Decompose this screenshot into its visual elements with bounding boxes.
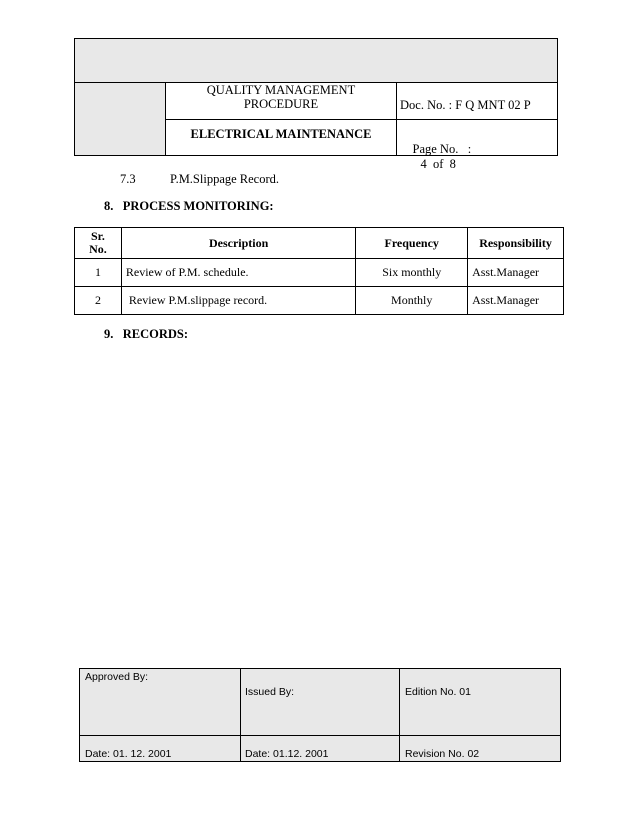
cell-description: Review of P.M. schedule.: [121, 259, 355, 287]
footer-vdivider-1: [240, 669, 241, 761]
document-title: ELECTRICAL MAINTENANCE: [190, 127, 372, 141]
section-8-heading: 8. PROCESS MONITORING:: [104, 199, 274, 213]
cell-frequency: Monthly: [356, 287, 468, 315]
approved-date: Date: 01. 12. 2001: [85, 748, 172, 760]
table-header-row: [75, 228, 564, 259]
header-block: [74, 38, 558, 171]
cell-description: Review P.M.slippage record.: [121, 287, 355, 315]
cell-responsibility: Asst.Manager: [468, 287, 564, 315]
header-divider-mid: [166, 119, 557, 120]
cell-sr-no: 1: [75, 259, 122, 287]
header-top-band: [75, 39, 557, 83]
footer-vdivider-2: [399, 669, 400, 761]
col-header-description: Description: [121, 228, 355, 259]
footer-hdivider: [80, 735, 560, 736]
edition-number: Edition No. 01: [405, 686, 471, 698]
qmp-line2: PROCEDURE: [243, 97, 319, 111]
cell-frequency: Six monthly: [356, 259, 468, 287]
revision-number: Revision No. 02: [405, 748, 480, 760]
issued-by-label: Issued By:: [245, 686, 295, 698]
table-row: [75, 287, 564, 315]
doc-number: Doc. No. : F Q MNT 02 P: [400, 98, 531, 112]
section-7-3-number: 7.3: [120, 172, 136, 186]
cell-responsibility: Asst.Manager: [468, 259, 564, 287]
section-7-3: [120, 172, 280, 187]
section-7-3-text: P.M.Slippage Record.: [170, 172, 280, 186]
table-row: [75, 259, 564, 287]
footer-block: [79, 668, 561, 762]
qmp-line1: QUALITY MANAGEMENT: [206, 83, 356, 97]
col-header-sr-no: Sr. No.: [75, 228, 122, 259]
col-header-frequency: Frequency: [356, 228, 468, 259]
header-left-gray-cell: [75, 83, 166, 155]
page-no-value: 4 of 8: [420, 157, 456, 171]
issued-date: Date: 01.12. 2001: [245, 748, 329, 760]
section-9-heading: 9. RECORDS:: [104, 327, 189, 341]
header-divider-vert: [396, 83, 397, 155]
approved-by-label: Approved By:: [85, 671, 149, 683]
col-header-responsibility: Responsibility: [468, 228, 564, 259]
cell-sr-no: 2: [75, 287, 122, 315]
process-monitoring-table: [74, 227, 564, 315]
page-number: [400, 127, 471, 187]
qmp-title: [167, 83, 395, 111]
page-no-label: Page No. :: [412, 142, 472, 156]
